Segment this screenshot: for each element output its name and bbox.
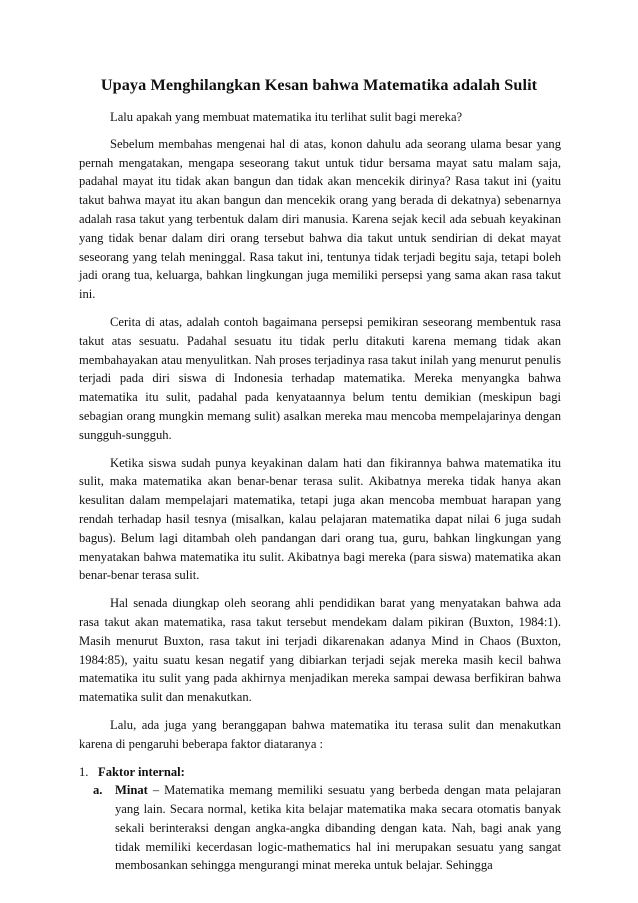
paragraph: Ketika siswa sudah punya keyakinan dalam hati dan fikirannya bahwa matematika itu sulit, maka matematika akan benar-benar terasa sulit. Akibatnya mereka tidak hanya akan kesulitan dalam mempelajari matematika, tetapi juga akan mencoba membuat harapan yang rendah terhadap hasil tesnya (misalkan, kalau pelajaran matematika dapat nilai 6 juga sudah bagus). Belum lagi ditambah oleh pandangan dari orang tua, guru, bahkan lingkungan yang menyatakan bahwa matematika itu sulit. Akibatnya bagi mereka (para siswa) matematika akan benar-benar terasa sulit. [79,455,561,583]
body-text [79,108,561,875]
list-number: 1. [79,764,89,779]
list-item [79,763,561,782]
sub-list-letter: a. [93,783,103,798]
numbered-list [79,763,561,876]
sub-list-label: Minat [115,783,148,798]
paragraph: Lalu, ada juga yang beranggapan bahwa matematika itu terasa sulit dan menakutkan karena di pengaruhi beberapa faktor diataranya : [79,717,561,751]
sub-list-item [93,781,561,875]
paragraph: Cerita di atas, adalah contoh bagaimana persepsi pemikiran seseorang membentuk rasa takut atas sesuatu. Padahal sesuatu itu tidak perlu ditakuti karena memang tidak akan membahayakan atau menyulitkan. Nah proses terjadinya rasa takut inilah yang menurut penulis terjadi pada diri siswa di Indonesia terhadap matematika. Mereka menyangka bahwa matematika itu sulit, padahal pada kenyataannya belum tentu demikian (meskipun bagi sebagian orang mungkin memang sulit) asalkan mereka mau mencoba mempelajarinya dengan sungguh-sungguh. [79,314,561,442]
sub-list-body [115,781,561,875]
list-heading: Faktor internal: [98,764,185,779]
paragraph: Sebelum membahas mengenai hal di atas, konon dahulu ada seorang ulama besar yang pernah mengatakan, mengapa seseorang takut untuk tidur bersama mayat satu malam saja, padahal mayat itu tidak akan bangun dan tidak akan mencekik dirinya? Rasa takut ini (yaitu takut bahwa mayat itu akan bangun dan mencekik orang yang berada di dekatnya) sebenarnya adalah rasa takut yang terbentuk dalam diri manusia. Karena sejak kecil ada sebuah keyakinan yang tidak benar dalam diri orang tersebut bahwa dia takut untuk sendirian di dekat mayat seseorang yang telah meninggal. Rasa takut ini, tentunya tidak terjadi begitu saja, tetapi boleh jadi orang tua, keluarga, bahkan lingkungan juga memiliki persepsi yang sama akan rasa takut ini. [79,136,561,302]
page-title: Upaya Menghilangkan Kesan bahwa Matematika adalah Sulit [100,76,538,94]
sub-list-text: – Matematika memang memiliki sesuatu yang berbeda dengan mata pelajaran yang lain. Secara normal, ketika kita belajar matematika maka secara otomatis banyak sekali berinteraksi dengan angka-angka dibanding dengan kata. Nah, bagi anak yang tidak memiliki kecerdasan logic-mathematics hal ini merupakan sesuatu yang sangat membosankan sehingga mengurangi minat mereka untuk belajar. Sehingga [115,783,561,873]
intro-paragraph: Lalu apakah yang membuat matematika itu terlihat sulit bagi mereka? [110,110,463,124]
paragraph: Hal senada diungkap oleh seorang ahli pendidikan barat yang menyatakan bahwa ada rasa takut akan matematika, rasa takut tersebut mendekam dalam pikiran (Buxton, 1984:1). Masih menurut Buxton, rasa takut ini terjadi dikarenakan adanya Mind in Chaos (Buxton, 1984:85), yaitu suatu kesan negatif yang dibiarkan terjadi sejak mereka masih kecil bahwa matematika itu sulit yang pada akhirnya menjadikan mereka sampai dewasa berfikiran bahwa matematika sulit dan menakutkan. [79,596,561,705]
